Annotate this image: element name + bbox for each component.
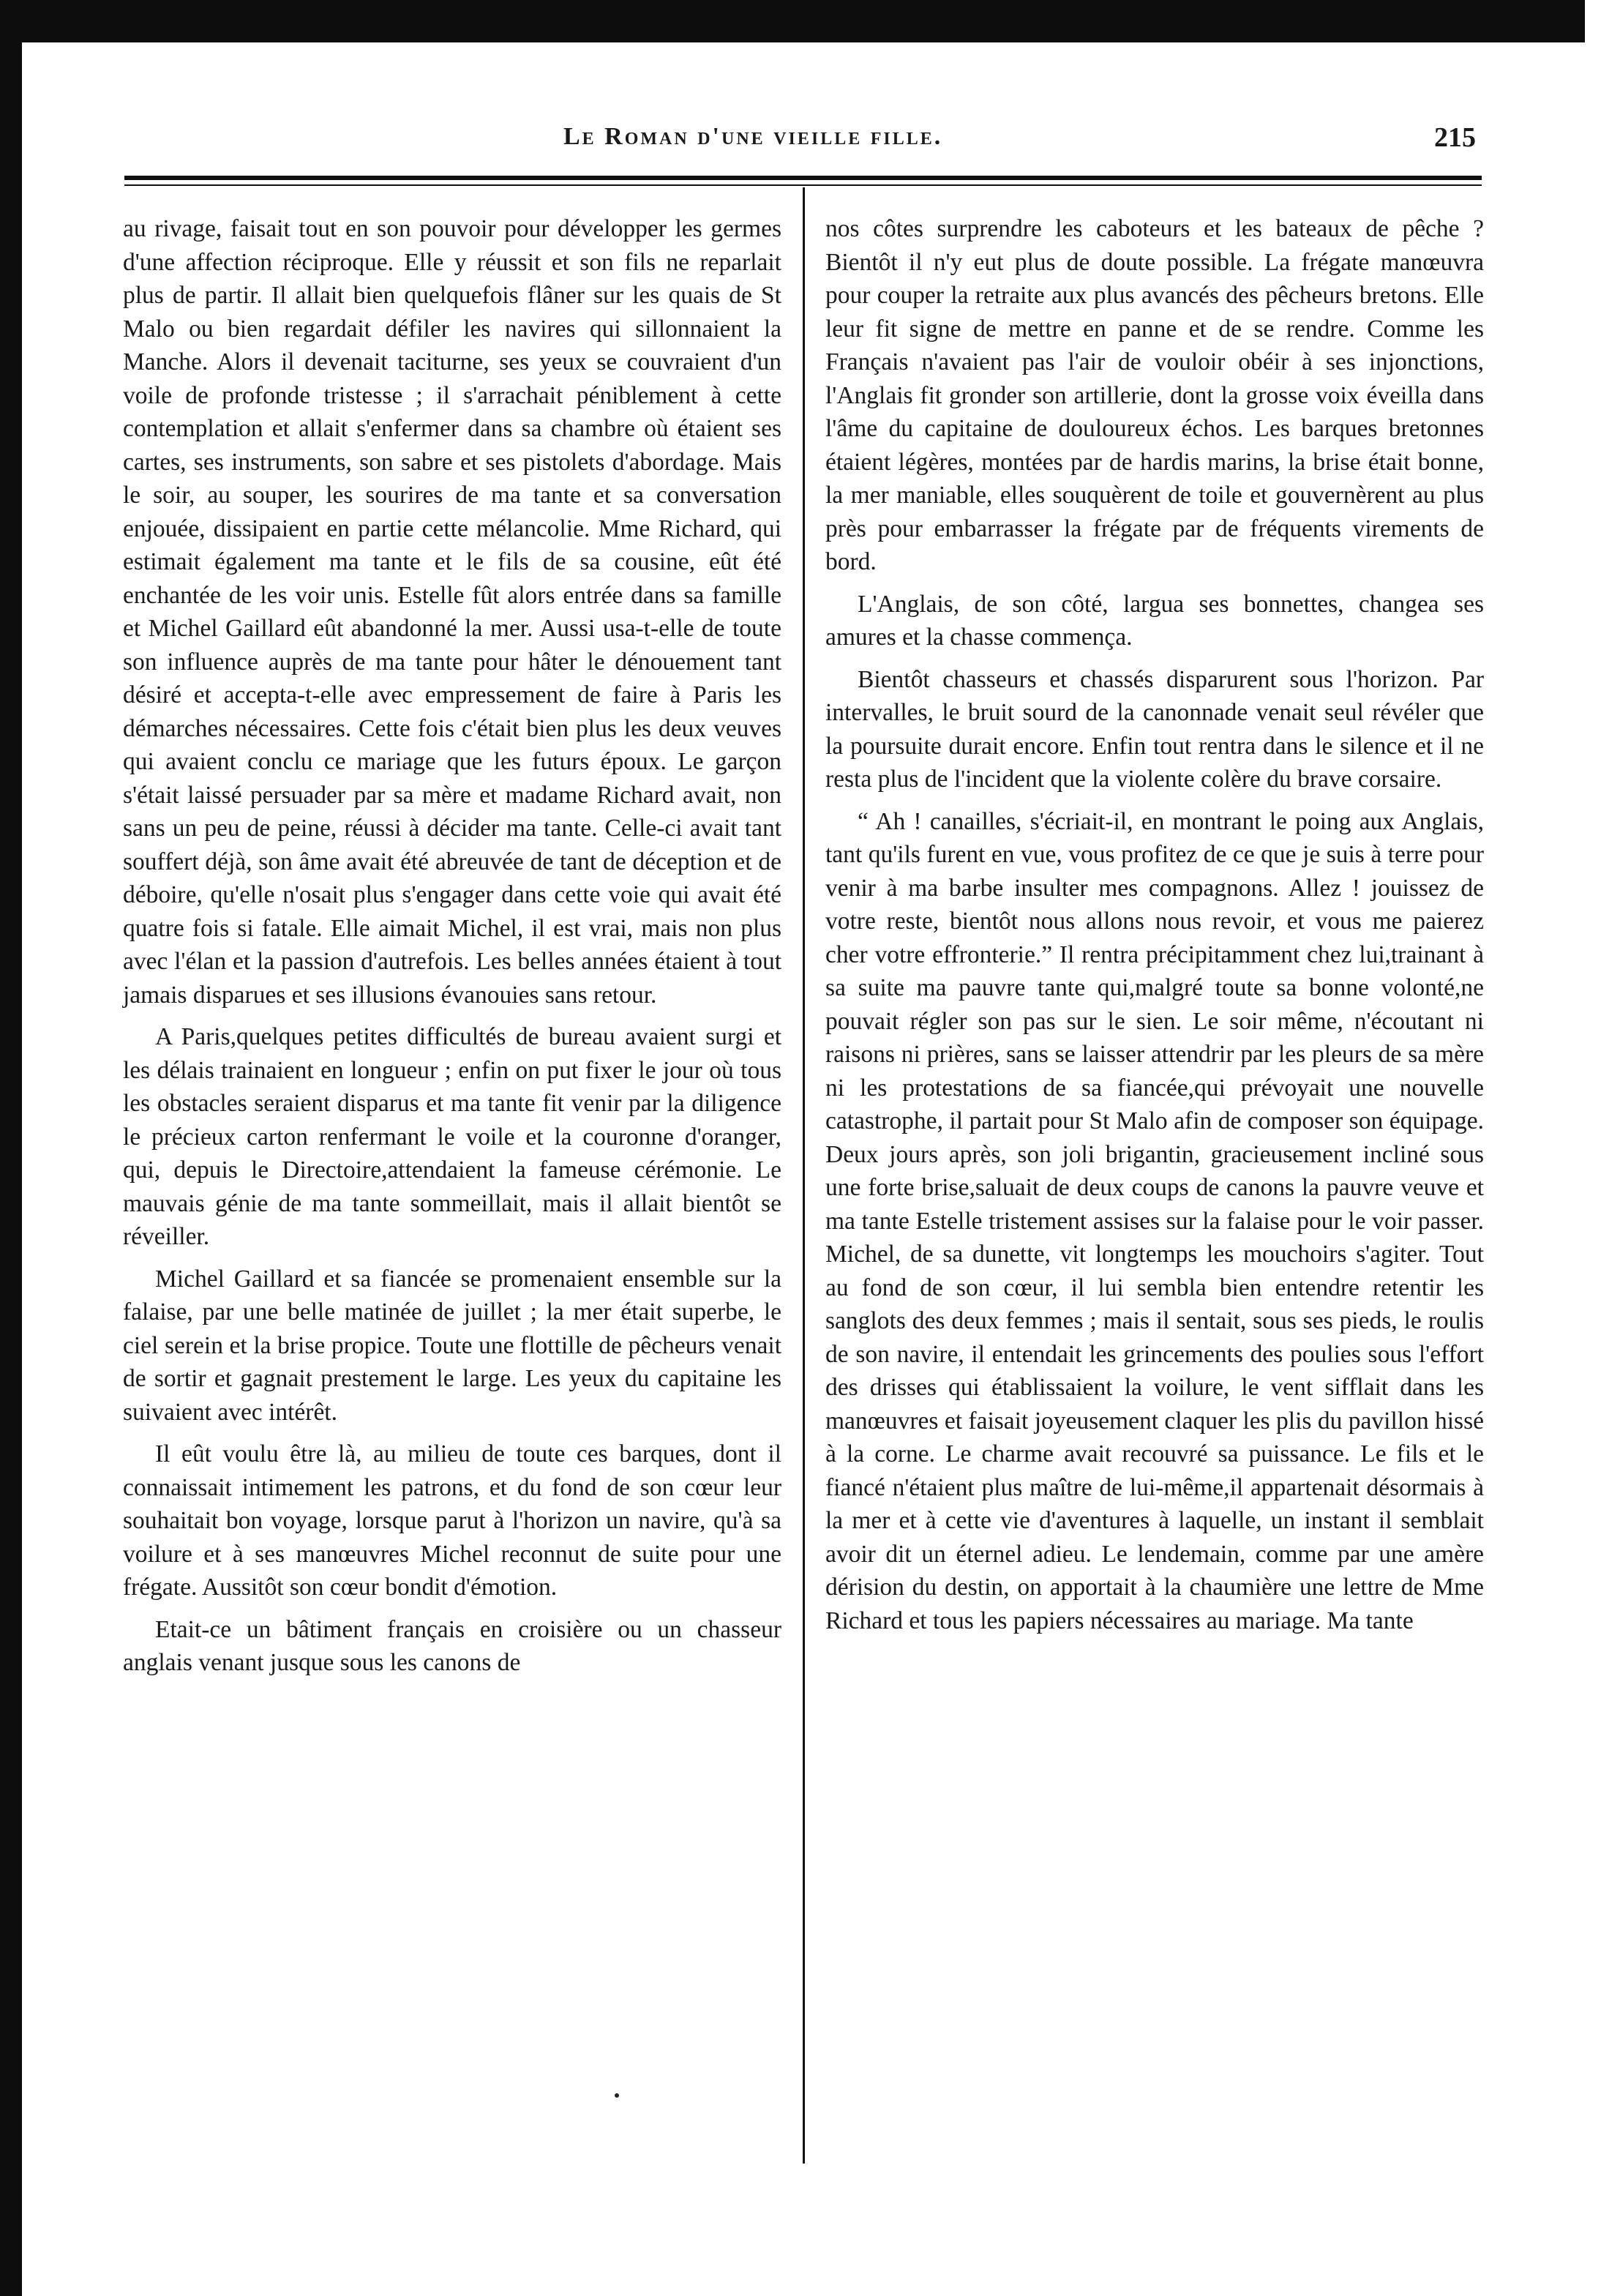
- paragraph: au rivage, faisait tout en son pouvoir pour développer les germes d'une affection réciproque. Elle y réussit et son fils ne reparlait plus de partir. Il allait bien quelquefois flâner sur les quais de St Malo ou bien regardait défiler les navires qui sillonnaient la Manche. Alors il devenait taciturne, ses yeux se couvraient d'un voile de profonde tristesse ; il s'arrachait péniblement à cette contemplation et allait s'enfermer dans sa chambre où étaient ses cartes, ses instruments, son sabre et ses pistolets d'abordage. Mais le soir, au souper, les sourires de ma tante et sa conversation enjouée, dissipaient en partie cette mélancolie. Mme Richard, qui estimait également ma tante et le fils de sa cousine, eût été enchantée de les voir unis. Estelle fût alors entrée dans sa famille et Michel Gaillard eût abandonné la mer. Aussi usa-t-elle de toute son influence auprès de ma tante pour hâter le dénouement tant désiré et accepta-t-elle avec empressement de faire à Paris les démarches nécessaires. Cette fois c'était bien plus les deux veuves qui avaient conclu ce mariage que les futurs époux. Le garçon s'était laissé persuader par sa mère et madame Richard avait, non sans un peu de peine, réussi à décider ma tante. Celle-ci avait tant souffert déjà, son âme avait été abreuvée de tant de déception et de déboire, qu'elle n'osait plus s'engager dans cette voie qui avait été quatre fois si fatale. Elle aimait Michel, il est vrai, mais non plus avec l'élan et la passion d'autrefois. Les belles années étaient à tout jamais disparues et ses illusions évanouies sans retour.: [123, 215, 781, 1009]
- scan-edge-top: [0, 0, 1573, 42]
- header-rule-thin: [124, 184, 1482, 186]
- right-column: [825, 212, 1484, 1646]
- paragraph: Etait-ce un bâtiment français en croisière ou un chasseur anglais venant jusque sous les canons de: [123, 1615, 781, 1676]
- left-column: [123, 212, 781, 1689]
- stray-mark: [615, 2093, 619, 2098]
- paragraph: L'Anglais, de son côté, largua ses bonnettes, changea ses amures et la chasse commença.: [825, 590, 1484, 651]
- page-number: 215: [1434, 122, 1476, 153]
- paragraph: Michel Gaillard et sa fiancée se promenaient ensemble sur la falaise, par une belle matinée de juillet ; la mer était superbe, le ciel serein et la brise propice. Toute une flottille de pêcheurs venait de sortir et gagnait prestement le large. Les yeux du capitaine les suivaient avec intérêt.: [123, 1265, 781, 1426]
- scan-edge-left: [0, 0, 22, 2296]
- paragraph: A Paris,quelques petites difficultés de bureau avaient surgi et les délais trainaient en longueur ; enfin on put fixer le jour où tous les obstacles seraient disparus et ma tante fit venir par la diligence le précieux carton renfermant le voile et la couronne d'oranger, qui, depuis le Directoire,attendaient la fameuse cérémonie. Le mauvais génie de ma tante sommeillait, mais il allait bientôt se réveiller.: [123, 1023, 781, 1250]
- running-head: Le Roman d'une vieille fille.: [563, 123, 943, 150]
- paragraph: nos côtes surprendre les caboteurs et les bateaux de pêche ? Bientôt il n'y eut plus de doute possible. La frégate manœuvra pour couper la retraite aux plus avancés des pêcheurs bretons. Elle leur fit signe de mettre en panne et de se rendre. Comme les Français n'avaient pas l'air de vouloir obéir à ses injonctions, l'Anglais fit gronder son artillerie, dont la grosse voix éveilla dans l'âme du capitaine de douloureux échos. Les barques bretonnes étaient légères, montées par de hardis marins, la brise était bonne, la mer maniable, elles souquèrent de toile et gouvernèrent au plus près pour embarrasser la frégate par de fréquents virements de bord.: [825, 215, 1484, 575]
- paragraph: Il eût voulu être là, au milieu de toute ces barques, dont il connaissait intimement les patrons, et du fond de son cœur leur souhaitait bon voyage, lorsque parut à l'horizon un navire, qu'à sa voilure et à ses manœuvres Michel reconnut de suite pour une frégate. Aussitôt son cœur bondit d'émotion.: [123, 1440, 781, 1601]
- paragraph: “ Ah ! canailles, s'écriait-il, en montrant le poing aux Anglais, tant qu'ils furent en vue, vous profitez de ce que je suis à terre pour venir à ma barbe insulter mes compagnons. Allez ! jouissez de votre reste, bientôt nous allons nous revoir, et vous me paierez cher votre effronterie.” Il rentra précipitamment chez lui,trainant à sa suite ma pauvre tante qui,malgré toute sa bonne volonté,ne pouvait régler son pas sur le sien. Le soir même, n'écoutant ni raisons ni prières, sans se laisser attendrir par les pleurs de sa mère ni les protestations de sa fiancée,qui prévoyait une nouvelle catastrophe, il partait pour St Malo afin de composer son équipage. Deux jours après, son joli brigantin, gracieusement incliné sous une forte brise,saluait de deux coups de canons la pauvre veuve et ma tante Estelle tristement assises sur la falaise pour le voir passer. Michel, de sa dunette, vit longtemps les mouchoirs s'agiter. Tout au fond de son cœur, il lui sembla bien entendre retentir les sanglots des deux femmes ; mais il sentait, sous ses pieds, le roulis de son navire, il entendait les grincements des poulies sous l'effort des drisses qui établissaient la voilure, le vent sifflait dans les manœuvres et faisait joyeusement claquer les plis du pavillon hissé à la corne. Le charme avait recouvré sa puissance. Le fils et le fiancé n'étaient plus maître de lui-même,il appartenait désormais à la mer et à cette vie d'aventures à laquelle, un instant il semblait avoir dit un éternel adieu. Le lendemain, comme par une amère dérision du destin, on apportait à la chaumière une lettre de Mme Richard et tous les papiers nécessaires au mariage. Ma tante: [825, 807, 1484, 1634]
- scan-edge-corner: [1573, 0, 1585, 42]
- column-divider: [803, 187, 805, 2164]
- header-rule-thick: [124, 176, 1482, 180]
- paragraph: Bientôt chasseurs et chassés disparurent sous l'horizon. Par intervalles, le bruit sourd de la canonnade venait seul révéler que la poursuite durait encore. Enfin tout rentra dans le silence et il ne resta plus de l'incident que la violente colère du brave corsaire.: [825, 665, 1484, 793]
